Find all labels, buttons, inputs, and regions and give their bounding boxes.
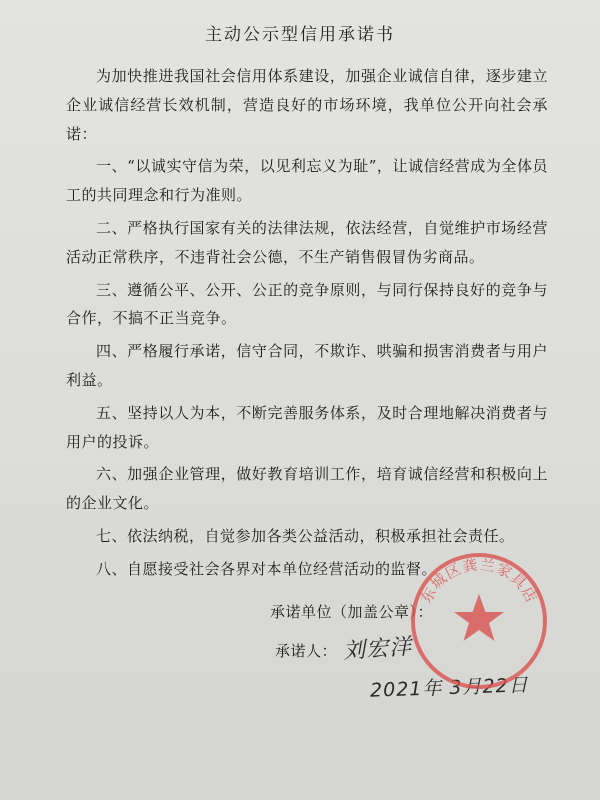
clause-2: 二、严格执行国家有关的法律法规，依法经营，自觉维护市场经营活动正常秩序，不违背社会公德，不生产销售假冒伪劣商品。 (66, 218, 548, 266)
intro-paragraph: 为加快推进我国社会信用体系建设，加强企业诚信自律，逐步建立企业诚信经营长效机制，营造良好的市场环境，我单位公开向社会承诺： (66, 67, 548, 143)
seal-text: 东城区龚兰家具店 (417, 555, 541, 607)
clause-7: 七、依法纳税，自觉参加各类公益活动，积极承担社会责任。 (96, 526, 515, 545)
document-title: 主动公示型信用承诺书 (205, 25, 395, 45)
clause-4: 四、严格履行承诺，信守合同，不欺诈、哄骗和损害消费者与用户利益。 (66, 342, 548, 389)
document-body (66, 62, 548, 588)
clause-8: 八、自愿接受社会各界对本单位经营活动的监督。 (96, 559, 438, 578)
seal-star-icon (454, 594, 504, 641)
clause-3: 三、遵循公平、公开、公正的竞争原则，与同行保持良好的竞争与合作，不搞不正当竞争。 (66, 280, 548, 328)
handwritten-date: 2021年 3月22日 (369, 674, 530, 702)
clause-5: 五、坚持以人为本，不断完善服务体系，及时合理地解决消费者与用户的投诉。 (66, 403, 548, 451)
clause-6: 六、加强企业管理，做好教育培训工作，培育诚信经营和积极向上的企业文化。 (66, 465, 548, 513)
handwritten-signature: 刘宏洋 (342, 634, 413, 665)
clause-1: 一、“以诚实守信为荣，以见利忘义为耻”，让诚信经营成为全体员工的共同理念和行为准则。 (66, 157, 548, 205)
signature-unit-label: 承诺单位（加盖公章）： (270, 603, 434, 621)
signature-person-label: 承诺人： (275, 642, 338, 660)
official-seal (404, 546, 554, 696)
